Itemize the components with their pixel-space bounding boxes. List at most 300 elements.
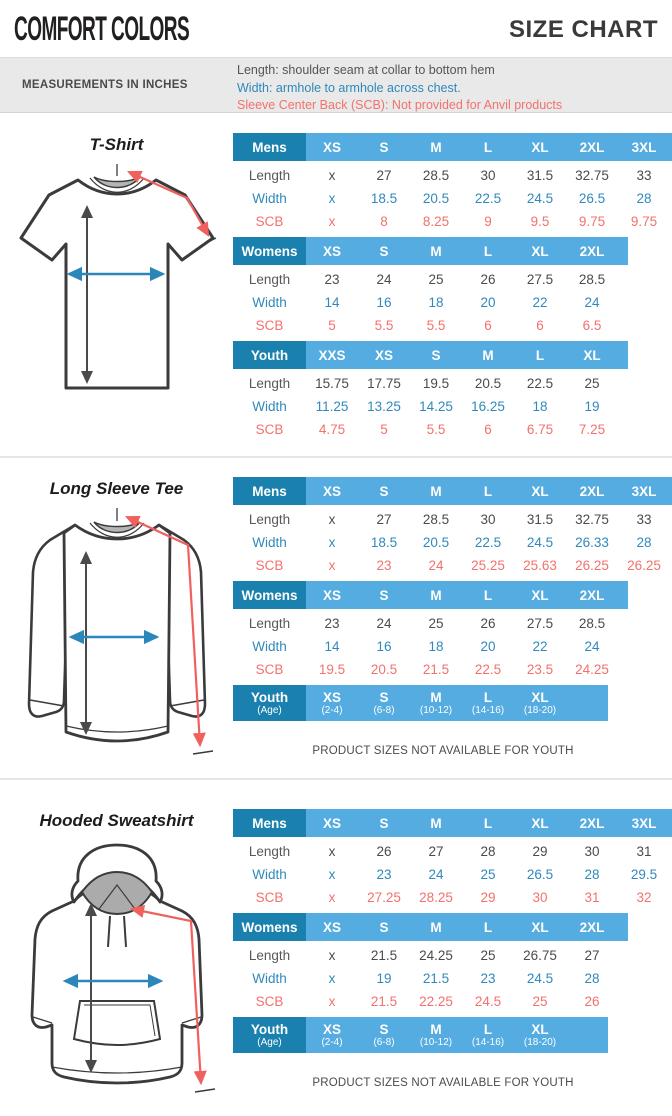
size-label: S — [379, 690, 389, 705]
size-label: L — [483, 139, 493, 155]
value-cell: 9.5 — [530, 214, 550, 229]
group-cell — [233, 809, 306, 837]
youth-footnote: PRODUCT SIZES NOT AVAILABLE FOR YOUTH — [312, 745, 574, 757]
size-column-header — [514, 809, 566, 837]
value-cell: 23 — [324, 272, 340, 287]
value-cell: 27 — [376, 512, 392, 527]
value-cell: 28.5 — [422, 512, 450, 527]
size-label: M — [430, 815, 442, 831]
row-label: Length — [248, 376, 291, 391]
scb-definition: Sleeve Center Back (SCB): Not provided for Anvil products — [237, 98, 563, 112]
value-cell: 15.75 — [315, 376, 349, 391]
size-label: XS — [322, 587, 341, 603]
value-cell: 21.5 — [370, 948, 398, 963]
size-label: XS — [322, 483, 341, 499]
row-label: Length — [248, 512, 291, 527]
value-cell: 32.75 — [575, 512, 609, 527]
tshirt-tables — [233, 133, 672, 445]
size-label: 2XL — [579, 815, 605, 831]
tshirt-left-column — [0, 131, 233, 393]
size-column-header — [358, 913, 410, 941]
size-label: XL — [531, 919, 549, 935]
value-cell: 26 — [376, 844, 392, 859]
size-table — [233, 477, 672, 577]
hoodie-illustration — [11, 839, 223, 1097]
group-label: Mens — [252, 483, 287, 499]
width-definition: Width: armhole to armhole across chest. — [237, 80, 461, 95]
value-cell: 24.5 — [526, 191, 554, 206]
value-cell: 28 — [584, 971, 600, 986]
size-column-header — [358, 477, 410, 505]
size-label: L — [483, 1022, 493, 1037]
size-label: M — [430, 243, 442, 259]
row-label: Width — [252, 535, 287, 550]
size-label: L — [535, 347, 545, 363]
size-column-header — [462, 809, 514, 837]
size-column-header — [566, 477, 618, 505]
value-cell: 28 — [480, 844, 496, 859]
value-cell: 28.5 — [578, 616, 606, 631]
size-label: M — [430, 919, 442, 935]
value-cell: 6.5 — [582, 318, 602, 333]
value-cell: 31 — [584, 890, 600, 905]
value-cell: 8 — [380, 214, 388, 229]
value-cell: 25.63 — [523, 558, 557, 573]
size-table-header — [233, 809, 672, 837]
size-label: S — [379, 139, 389, 155]
size-label: XS — [322, 243, 341, 259]
value-cell: 22.5 — [474, 662, 502, 677]
group-label: Youth — [250, 347, 289, 363]
value-cell: 9 — [484, 214, 492, 229]
size-column-header — [358, 685, 410, 721]
value-cell: 21.5 — [422, 662, 450, 677]
group-label: Mens — [252, 139, 287, 155]
value-cell: 18 — [428, 639, 444, 654]
group-cell — [233, 133, 306, 161]
value-cell: 14 — [324, 295, 340, 310]
size-age-sublabel: (18-20) — [523, 1037, 557, 1048]
value-cell: 33 — [636, 512, 652, 527]
value-cell: 25 — [480, 867, 496, 882]
row-label: SCB — [255, 890, 284, 905]
length-row — [233, 508, 672, 531]
value-cell: 20.5 — [474, 376, 502, 391]
header-band-filler — [566, 685, 608, 721]
youth-footnote: PRODUCT SIZES NOT AVAILABLE FOR YOUTH — [312, 1077, 574, 1089]
value-cell: 23 — [376, 867, 392, 882]
value-cell: 28 — [584, 867, 600, 882]
size-column-header — [618, 133, 670, 161]
size-column-header — [410, 477, 462, 505]
value-cell: 22.5 — [526, 376, 554, 391]
row-label: Length — [248, 844, 291, 859]
value-cell: 9.75 — [578, 214, 606, 229]
size-label: S — [379, 483, 389, 499]
value-cell: 24 — [584, 295, 600, 310]
value-cell: 16 — [376, 295, 392, 310]
value-cell: 27 — [428, 844, 444, 859]
size-age-sublabel: (6-8) — [373, 705, 395, 716]
value-cell: 5.5 — [374, 318, 394, 333]
size-label: S — [379, 587, 389, 603]
width-row — [233, 863, 672, 886]
size-table — [233, 237, 672, 337]
row-label: SCB — [255, 994, 284, 1009]
width-row — [233, 531, 672, 554]
value-cell: 5.5 — [426, 422, 446, 437]
value-cell: 27.25 — [367, 890, 401, 905]
value-cell: 24.5 — [526, 971, 554, 986]
value-cell: 14 — [324, 639, 340, 654]
value-cell: 22 — [532, 295, 548, 310]
value-cell: 24 — [584, 639, 600, 654]
size-label: 2XL — [579, 587, 605, 603]
size-column-header — [514, 1017, 566, 1053]
size-column-header — [358, 1017, 410, 1053]
product-title: Hooded Sweatshirt — [39, 811, 194, 830]
value-cell: 26.75 — [523, 948, 557, 963]
long-sleeve-outline — [29, 508, 205, 741]
size-label: 2XL — [579, 243, 605, 259]
value-cell: 20.5 — [422, 535, 450, 550]
size-table — [233, 581, 672, 681]
size-column-header — [358, 581, 410, 609]
header-band-filler — [566, 1017, 608, 1053]
product-title: T-Shirt — [89, 135, 144, 154]
value-cell: 24.5 — [474, 994, 502, 1009]
group-cell — [233, 341, 306, 369]
value-cell: 26.25 — [627, 558, 661, 573]
size-column-header — [566, 809, 618, 837]
size-column-header — [462, 133, 514, 161]
size-label: XS — [322, 919, 341, 935]
value-cell: 14.25 — [419, 399, 453, 414]
size-table-header — [233, 913, 672, 941]
size-column-header — [514, 685, 566, 721]
value-cell: 26.5 — [578, 191, 606, 206]
size-table — [233, 1017, 672, 1053]
group-label: Youth — [250, 1022, 289, 1037]
scb-row — [233, 554, 672, 577]
value-cell: 26.5 — [526, 867, 554, 882]
value-cell: x — [328, 535, 336, 550]
value-cell: 28.25 — [419, 890, 453, 905]
size-column-header — [462, 685, 514, 721]
measurements-label: MEASUREMENTS IN INCHES — [22, 79, 188, 91]
size-column-header — [306, 581, 358, 609]
value-cell: 20.5 — [370, 662, 398, 677]
scb-row — [233, 418, 672, 441]
size-column-header — [410, 809, 462, 837]
value-cell: 13.25 — [367, 399, 401, 414]
size-age-sublabel: (14-16) — [471, 705, 505, 716]
scb-row — [233, 210, 672, 233]
value-cell: 25 — [428, 616, 444, 631]
value-cell: 6 — [484, 318, 492, 333]
value-cell: 28.5 — [578, 272, 606, 287]
value-cell: x — [328, 558, 336, 573]
value-cell: 20 — [480, 295, 496, 310]
size-label: L — [483, 587, 493, 603]
length-row — [233, 372, 672, 395]
size-column-header — [462, 341, 514, 369]
value-cell: 24.25 — [575, 662, 609, 677]
value-cell: 27 — [584, 948, 600, 963]
value-cell: 23 — [324, 616, 340, 631]
size-label: XL — [583, 347, 601, 363]
size-label: XS — [322, 690, 341, 705]
row-label: SCB — [255, 662, 284, 677]
size-column-header — [618, 809, 670, 837]
row-label: Length — [248, 168, 291, 183]
size-label: XS — [322, 815, 341, 831]
row-label: Width — [252, 295, 287, 310]
value-cell: 25.25 — [471, 558, 505, 573]
value-cell: 29 — [532, 844, 548, 859]
value-cell: 24 — [376, 272, 392, 287]
size-label: 3XL — [631, 815, 657, 831]
size-age-sublabel: (10-12) — [419, 1037, 453, 1048]
value-cell: 6 — [536, 318, 544, 333]
group-cell — [233, 685, 306, 721]
value-cell: 22.25 — [419, 994, 453, 1009]
group-cell — [233, 581, 306, 609]
value-cell: 28 — [636, 191, 652, 206]
value-cell: 21.5 — [422, 971, 450, 986]
scb-row — [233, 314, 672, 337]
value-cell: 19.5 — [318, 662, 346, 677]
value-cell: 16.25 — [471, 399, 505, 414]
value-cell: 29.5 — [630, 867, 658, 882]
group-label: Mens — [252, 815, 287, 831]
scb-row — [233, 658, 672, 681]
length-definition: Length: shoulder seam at collar to bottom hem — [237, 63, 495, 77]
width-row — [233, 291, 672, 314]
value-cell: 25 — [480, 948, 496, 963]
value-cell: 31 — [636, 844, 652, 859]
size-column-header — [410, 133, 462, 161]
size-column-header — [514, 237, 566, 265]
value-cell: 25 — [584, 376, 600, 391]
row-label: SCB — [255, 422, 284, 437]
size-column-header — [566, 133, 618, 161]
value-cell: 9.75 — [630, 214, 658, 229]
row-label: Width — [252, 867, 287, 882]
value-cell: 26 — [480, 616, 496, 631]
size-column-header — [410, 581, 462, 609]
size-label: XS — [322, 1022, 341, 1037]
value-cell: 6 — [484, 422, 492, 437]
value-cell: 25 — [532, 994, 548, 1009]
size-table-header — [233, 133, 672, 161]
size-label: XL — [531, 815, 549, 831]
group-sublabel: (Age) — [257, 705, 282, 716]
size-column-header — [306, 341, 358, 369]
size-table — [233, 341, 672, 441]
value-cell: 31.5 — [526, 512, 554, 527]
size-age-sublabel: (18-20) — [523, 705, 557, 716]
row-label: SCB — [255, 558, 284, 573]
size-age-sublabel: (2-4) — [321, 1037, 343, 1048]
width-row — [233, 635, 672, 658]
value-cell: 19 — [376, 971, 392, 986]
length-row — [233, 944, 672, 967]
row-label: Length — [248, 948, 291, 963]
value-cell: 18.5 — [370, 191, 398, 206]
size-label: XL — [531, 587, 549, 603]
size-column-header — [306, 237, 358, 265]
value-cell: 31.5 — [526, 168, 554, 183]
width-row — [233, 395, 672, 418]
row-label: Length — [248, 616, 291, 631]
size-table-header — [233, 581, 672, 609]
group-label: Womens — [241, 587, 298, 603]
group-label: Womens — [241, 919, 298, 935]
size-label: XL — [531, 243, 549, 259]
size-column-header — [410, 1017, 462, 1053]
value-cell: 24 — [428, 867, 444, 882]
size-age-sublabel: (2-4) — [321, 705, 343, 716]
size-label: S — [379, 919, 389, 935]
value-cell: 24.25 — [419, 948, 453, 963]
row-label: Width — [252, 399, 287, 414]
size-table-header — [233, 341, 672, 369]
value-cell: 28.5 — [422, 168, 450, 183]
value-cell: x — [328, 948, 336, 963]
value-cell: 23 — [376, 558, 392, 573]
value-cell: 18 — [532, 399, 548, 414]
value-cell: 24 — [376, 616, 392, 631]
length-row — [233, 612, 672, 635]
size-column-header — [410, 913, 462, 941]
value-cell: 26.33 — [575, 535, 609, 550]
size-table-header — [233, 477, 672, 505]
size-table — [233, 685, 672, 721]
value-cell: x — [328, 214, 336, 229]
size-column-header — [462, 237, 514, 265]
value-cell: 30 — [480, 512, 496, 527]
value-cell: 19 — [584, 399, 600, 414]
size-table-header — [233, 685, 672, 721]
size-column-header — [358, 809, 410, 837]
size-column-header — [514, 477, 566, 505]
group-sublabel: (Age) — [257, 1037, 282, 1048]
value-cell: 5 — [328, 318, 336, 333]
measurements-info-bar — [0, 57, 672, 113]
value-cell: x — [328, 867, 336, 882]
value-cell: x — [328, 994, 336, 1009]
scb-row — [233, 886, 672, 909]
value-cell: x — [328, 191, 336, 206]
row-label: Width — [252, 971, 287, 986]
value-cell: 18 — [428, 295, 444, 310]
size-label: 2XL — [579, 483, 605, 499]
size-label: L — [483, 243, 493, 259]
size-table — [233, 133, 672, 233]
value-cell: 24 — [428, 558, 444, 573]
value-cell: 23 — [480, 971, 496, 986]
header-band-filler — [618, 237, 628, 265]
size-column-header — [514, 341, 566, 369]
size-label: XXS — [318, 347, 346, 363]
value-cell: 25 — [428, 272, 444, 287]
value-cell: 7.25 — [578, 422, 606, 437]
section-divider — [0, 456, 672, 458]
size-label: M — [430, 587, 442, 603]
measurement-definitions — [237, 62, 562, 115]
group-label: Youth — [250, 690, 289, 705]
value-cell: x — [328, 512, 336, 527]
value-cell: 30 — [584, 844, 600, 859]
size-column-header — [462, 913, 514, 941]
size-column-header — [566, 913, 618, 941]
value-cell: 24.5 — [526, 535, 554, 550]
value-cell: x — [328, 168, 336, 183]
size-label: S — [379, 1022, 389, 1037]
size-label: 3XL — [631, 483, 657, 499]
group-cell — [233, 1017, 306, 1053]
value-cell: 23.5 — [526, 662, 554, 677]
tshirt-illustration — [16, 163, 218, 393]
header-band-filler — [618, 581, 628, 609]
size-column-header — [306, 477, 358, 505]
value-cell: 22 — [532, 639, 548, 654]
size-column-header — [514, 133, 566, 161]
section-divider — [0, 778, 672, 780]
size-label: M — [430, 139, 442, 155]
group-cell — [233, 913, 306, 941]
value-cell: 27.5 — [526, 616, 554, 631]
row-label: Length — [248, 272, 291, 287]
hoodie-outline — [32, 845, 202, 1083]
size-label: M — [430, 483, 442, 499]
scb-row — [233, 990, 672, 1013]
page-title: SIZE CHART — [509, 16, 658, 43]
size-column-header — [514, 581, 566, 609]
value-cell: 4.75 — [318, 422, 346, 437]
long-sleeve-illustration — [11, 507, 223, 759]
value-cell: 20 — [480, 639, 496, 654]
value-cell: 27 — [376, 168, 392, 183]
long-sleeve-left-column — [0, 475, 233, 759]
value-cell: 21.5 — [370, 994, 398, 1009]
group-label: Womens — [241, 243, 298, 259]
value-cell: 19.5 — [422, 376, 450, 391]
value-cell: 11.25 — [315, 399, 349, 414]
group-cell — [233, 477, 306, 505]
size-label: XL — [531, 483, 549, 499]
long-sleeve-tables — [233, 477, 672, 757]
size-column-header — [566, 237, 618, 265]
size-label: XL — [531, 690, 549, 705]
size-label: M — [482, 347, 494, 363]
size-column-header — [306, 809, 358, 837]
group-cell — [233, 237, 306, 265]
value-cell: 33 — [636, 168, 652, 183]
value-cell: 18.5 — [370, 535, 398, 550]
size-label: S — [379, 243, 389, 259]
tshirt-section — [0, 131, 672, 454]
value-cell: 26 — [584, 994, 600, 1009]
value-cell: 5.5 — [426, 318, 446, 333]
size-column-header — [462, 477, 514, 505]
value-cell: 5 — [380, 422, 388, 437]
size-label: XS — [322, 139, 341, 155]
value-cell: 26.25 — [575, 558, 609, 573]
size-label: M — [430, 1022, 442, 1037]
size-column-header — [566, 581, 618, 609]
